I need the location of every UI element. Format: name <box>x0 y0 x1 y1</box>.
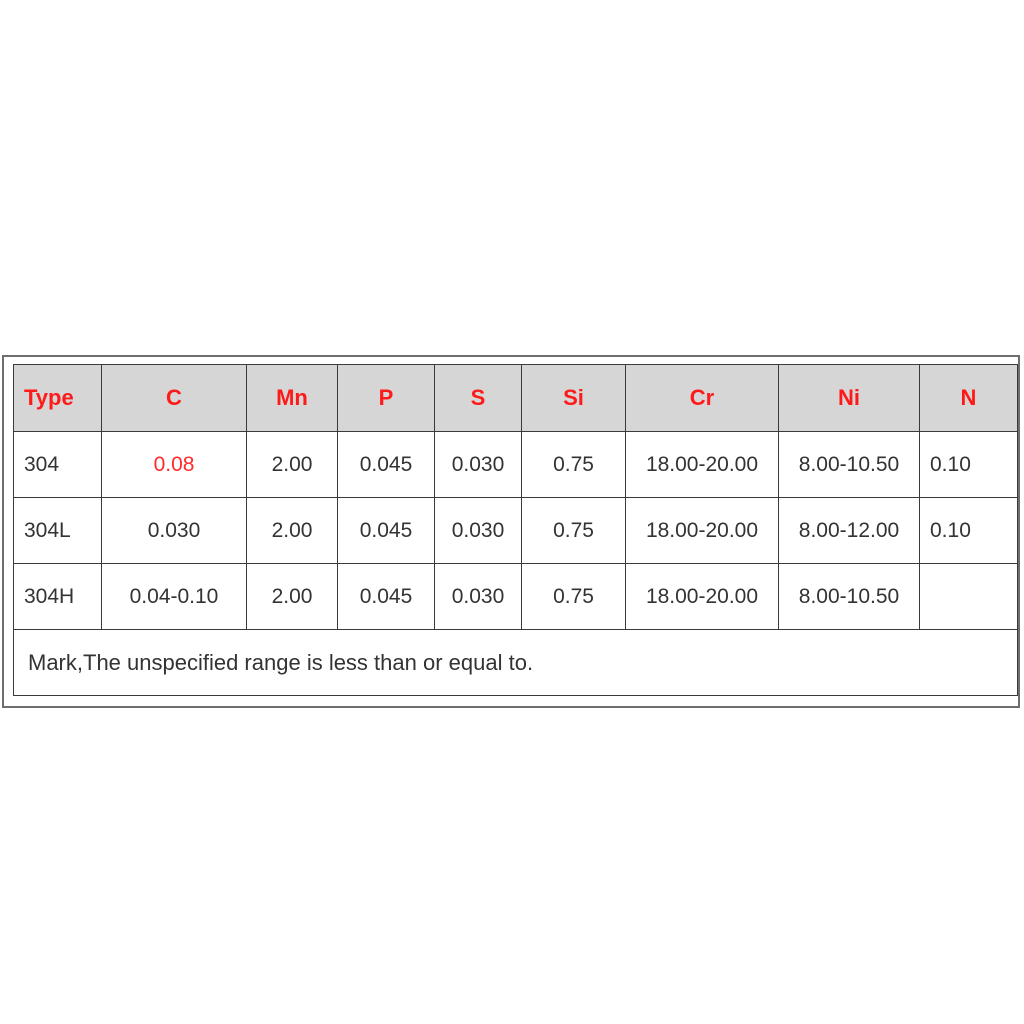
header-si: Si <box>522 365 626 432</box>
spec-table-frame <box>2 355 1020 708</box>
header-p: P <box>338 365 435 432</box>
cell-mn: 2.00 <box>247 564 338 630</box>
header-c: C <box>102 365 247 432</box>
cell-n <box>920 564 1018 630</box>
cell-p: 0.045 <box>338 498 435 564</box>
cell-s: 0.030 <box>435 498 522 564</box>
table-note: Mark,The unspecified range is less than or equal to. <box>14 630 1018 696</box>
table-row <box>14 498 1018 564</box>
cell-cr: 18.00-20.00 <box>626 432 779 498</box>
cell-n: 0.10 <box>920 498 1018 564</box>
header-n: N <box>920 365 1018 432</box>
header-ni: Ni <box>779 365 920 432</box>
table-row <box>14 564 1018 630</box>
cell-si: 0.75 <box>522 498 626 564</box>
cell-ni: 8.00-10.50 <box>779 432 920 498</box>
cell-s: 0.030 <box>435 564 522 630</box>
cell-c: 0.04-0.10 <box>102 564 247 630</box>
cell-cr: 18.00-20.00 <box>626 498 779 564</box>
cell-c: 0.030 <box>102 498 247 564</box>
header-row <box>14 365 1018 432</box>
cell-mn: 2.00 <box>247 432 338 498</box>
cell-si: 0.75 <box>522 564 626 630</box>
cell-cr: 18.00-20.00 <box>626 564 779 630</box>
cell-p: 0.045 <box>338 564 435 630</box>
header-s: S <box>435 365 522 432</box>
cell-ni: 8.00-12.00 <box>779 498 920 564</box>
cell-type: 304L <box>14 498 102 564</box>
cell-s: 0.030 <box>435 432 522 498</box>
note-row <box>14 630 1018 696</box>
cell-n: 0.10 <box>920 432 1018 498</box>
cell-type: 304 <box>14 432 102 498</box>
header-type: Type <box>14 365 102 432</box>
composition-table <box>13 364 1018 696</box>
cell-type: 304H <box>14 564 102 630</box>
cell-si: 0.75 <box>522 432 626 498</box>
table-row <box>14 432 1018 498</box>
header-mn: Mn <box>247 365 338 432</box>
cell-ni: 8.00-10.50 <box>779 564 920 630</box>
cell-mn: 2.00 <box>247 498 338 564</box>
cell-c: 0.08 <box>102 432 247 498</box>
cell-p: 0.045 <box>338 432 435 498</box>
header-cr: Cr <box>626 365 779 432</box>
